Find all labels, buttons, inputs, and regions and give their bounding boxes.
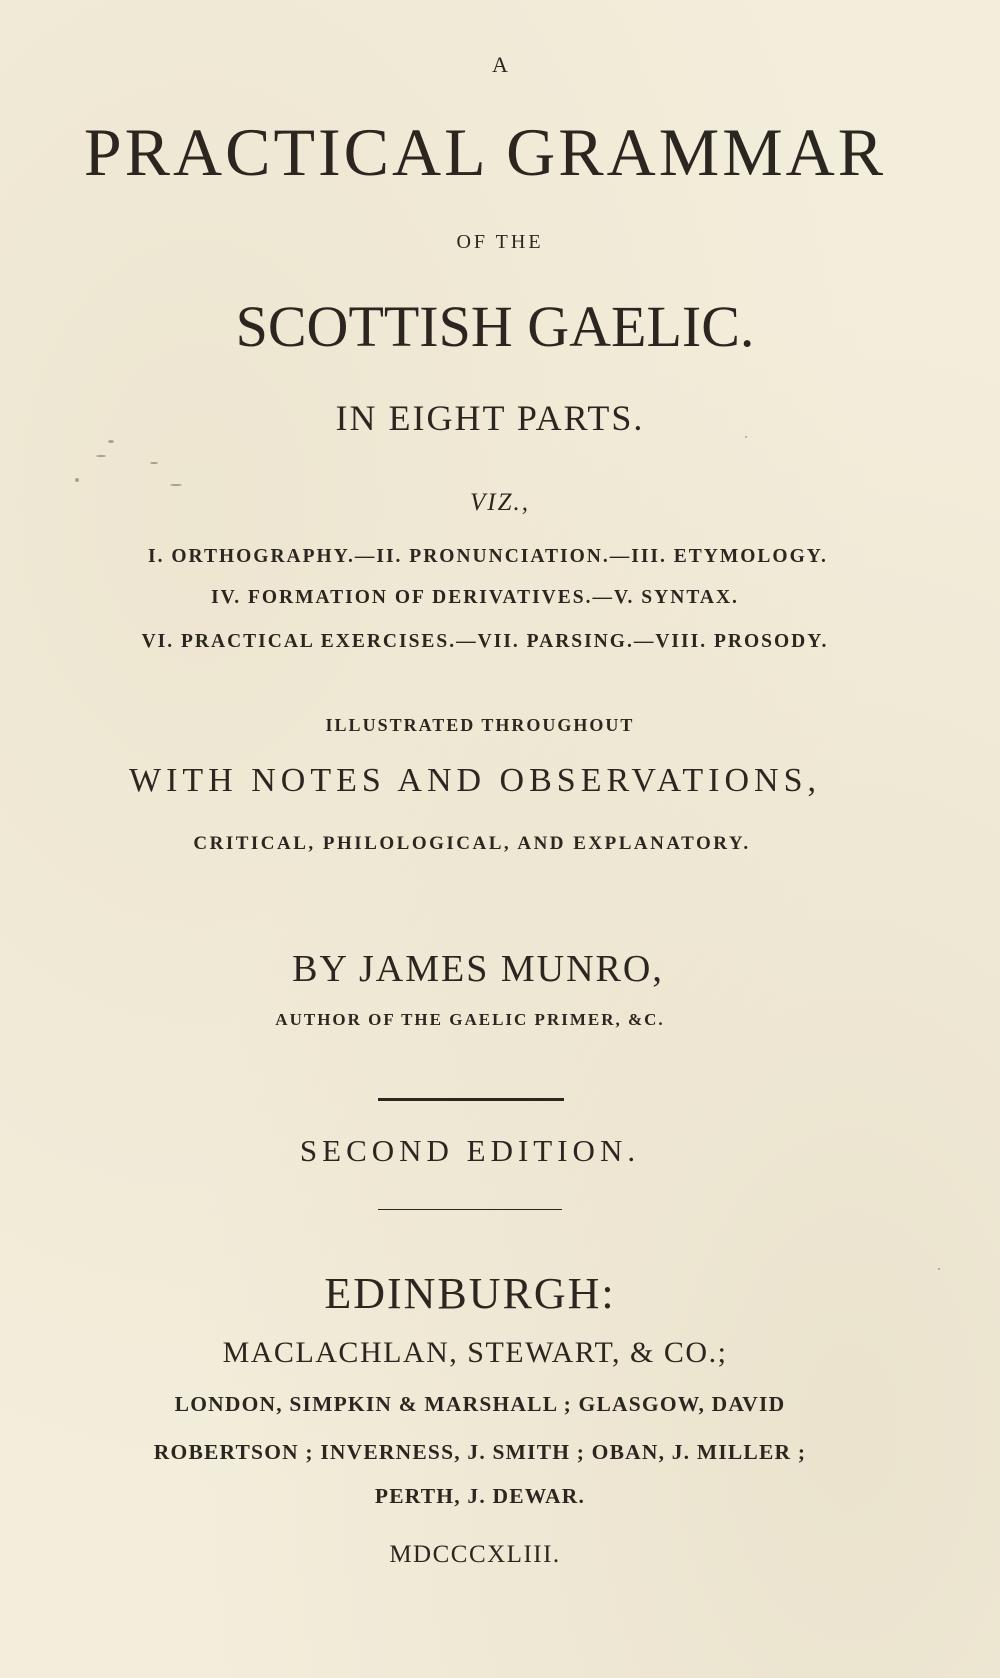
city-line: EDINBURGH: xyxy=(324,1269,616,1318)
distributors-line-3: PERTH, J. DEWAR. xyxy=(374,1484,586,1508)
ink-speck xyxy=(170,484,182,486)
author-credit-line: AUTHOR OF THE GAELIC PRIMER, &C. xyxy=(275,1010,665,1029)
publisher-line: MACLACHLAN, STEWART, & CO.; xyxy=(222,1336,728,1369)
lower-divider-rule xyxy=(378,1209,562,1210)
ink-speck xyxy=(75,478,79,482)
distributors-line-1: LONDON, SIMPKIN & MARSHALL ; GLASGOW, DAVID xyxy=(174,1392,786,1416)
main-title: PRACTICAL GRAMMAR xyxy=(83,114,887,190)
title-of-the: OF THE xyxy=(456,231,544,253)
contents-line-3: VI. PRACTICAL EXERCISES.—VII. PARSING.—VIII. PROSODY. xyxy=(141,631,829,652)
ink-speck xyxy=(108,440,114,443)
notes-line: WITH NOTES AND OBSERVATIONS, xyxy=(128,762,821,799)
parts-line: IN EIGHT PARTS. xyxy=(335,398,645,438)
ink-speck xyxy=(150,462,158,464)
ink-speck xyxy=(938,1268,940,1270)
distributors-line-2: ROBERTSON ; INVERNESS, J. SMITH ; OBAN, J. MILLER ; xyxy=(153,1440,807,1464)
viz-line: VIZ., xyxy=(470,489,530,516)
contents-line-1: I. ORTHOGRAPHY.—II. PRONUNCIATION.—III. ETYMOLOGY. xyxy=(148,546,828,567)
contents-line-2: IV. FORMATION OF DERIVATIVES.—V. SYNTAX. xyxy=(211,587,739,608)
subject-title: SCOTTISH GAELIC. xyxy=(235,294,755,359)
ink-speck xyxy=(745,436,747,438)
edition-line: SECOND EDITION. xyxy=(299,1133,641,1168)
title-article: A xyxy=(492,52,508,77)
notes-qualifier-line: CRITICAL, PHILOLOGICAL, AND EXPLANATORY. xyxy=(193,833,751,854)
year-line: MDCCCXLIII. xyxy=(389,1541,561,1568)
illustrated-line: ILLUSTRATED THROUGHOUT xyxy=(325,715,635,735)
upper-divider-rule xyxy=(378,1098,564,1101)
author-line: BY JAMES MUNRO, xyxy=(292,948,664,990)
ink-speck xyxy=(96,455,106,457)
